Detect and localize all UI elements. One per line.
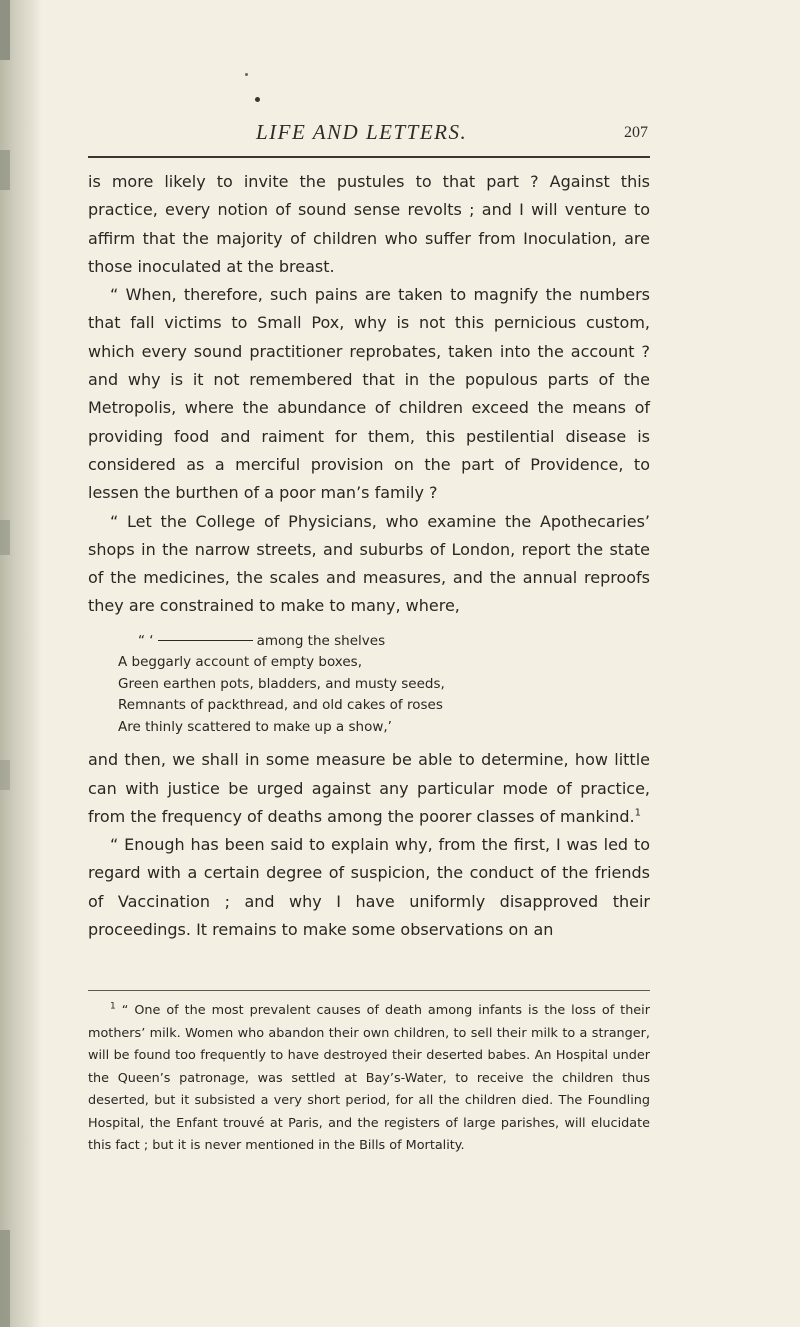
- spine-mark: [0, 150, 10, 190]
- verse-line: Green earthen pots, bladders, and musty seeds,: [118, 675, 445, 692]
- spine-mark: [0, 520, 10, 555]
- spine-mark: [0, 0, 10, 60]
- footnote-text: “ One of the most prevalent causes of death among infants is the loss of their mothers’ milk. Women who abandon their own children, to sell their milk to a stranger, will be found too frequently to have destroyed their deserted babes. An Hospital under the Queen’s patronage, was settled at Bay’s-Water, to receive the children thus deserted, but it subsisted a very short period, for all the children died. The Foundling Hospital, the Enfant trouvé at Paris, and the registers of large parishes, will elucidate this fact ; but it is never mentioned in the Bills of Mortality.: [88, 1003, 650, 1153]
- page-number: 207: [624, 124, 648, 141]
- verse-line: Remnants of packthread, and old cakes of roses: [118, 697, 443, 714]
- running-title: LIFE AND LETTERS.: [256, 120, 468, 144]
- spine-mark: [0, 1230, 10, 1327]
- paragraph: “ When, therefore, such pains are taken to magnify the numbers that fall victims to Small Pox, why is not this pernicious custom, which every sound practitioner reprobates, taken into the account ? and why is it not remembered that in the populous parts of the Metropolis, where the abundance of children exceed the means of providing food and raiment for them, this pestilential disease is considered as a merciful provision on the part of Providence, to lessen the burthen of a poor man’s family ?: [88, 285, 650, 503]
- footnote-reference: 1: [634, 807, 642, 819]
- book-spine-shadow: [0, 0, 42, 1327]
- spine-mark: [0, 760, 10, 790]
- ink-fleck: [245, 73, 248, 76]
- verse-open-quote: “ ‘: [138, 632, 154, 649]
- running-header: [88, 120, 650, 150]
- footnote-marker: 1: [110, 1001, 116, 1012]
- paragraph: [88, 746, 650, 831]
- header-rule: [88, 156, 650, 158]
- footnote-rule: [88, 990, 650, 991]
- footnote: [88, 1000, 650, 1158]
- verse-quotation: [88, 631, 650, 739]
- verse-line: Are thinly scattered to make up a show,’: [118, 718, 392, 735]
- paragraph: “ Enough has been said to explain why, from the first, I was led to regard with a certain degree of suspicion, the conduct of the friends of Vaccination ; and why I have uniformly disapproved their proceedings. It remains to make some observations on an: [88, 835, 650, 940]
- verse-line-text: among the shelves: [256, 632, 386, 649]
- paragraph: “ Let the College of Physicians, who examine the Apothecaries’ shops in the narrow streets, and suburbs of London, report the state of the medicines, the scales and measures, and the annual reproofs they are constrained to make to many, where,: [88, 511, 650, 616]
- paragraph: is more likely to invite the pustules to that part ? Against this practice, every notion of sound sense revolts ; and I will venture to affirm that the majority of children who suffer from Inoculation, are those inoculated at the breast.: [88, 172, 650, 276]
- ink-fleck: [255, 97, 260, 102]
- verse-line: A beggarly account of empty boxes,: [118, 654, 362, 671]
- paragraph-text: and then, we shall in some measure be able to determine, how little can with justice be urged against any particular mode of practice, from the frequency of deaths among the poorer classes of mankind.: [88, 750, 650, 826]
- verse-line: [118, 631, 650, 653]
- main-text: [88, 168, 650, 944]
- verse-dash: [158, 640, 253, 641]
